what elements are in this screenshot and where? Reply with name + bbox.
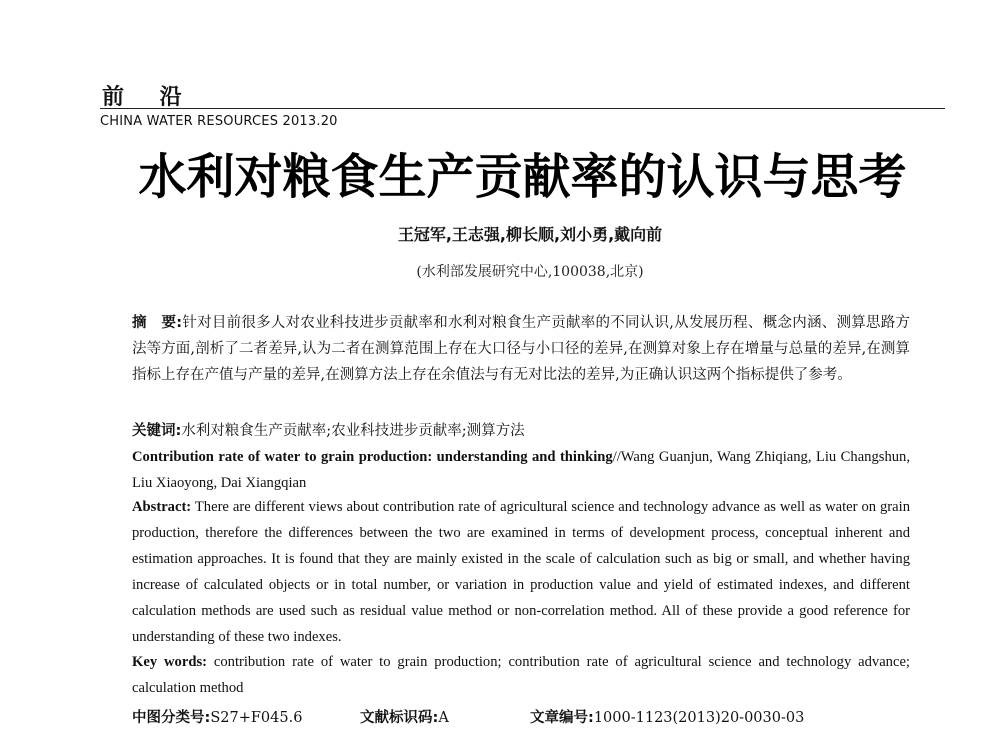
clc-number: [132, 706, 302, 727]
abstract-en-label: Abstract:: [132, 499, 192, 515]
keywords-en: [132, 649, 910, 701]
section-label: 前 沿: [102, 85, 196, 110]
doc-code-label: 文献标识码:: [360, 710, 439, 726]
abstract-cn: [132, 310, 910, 388]
keywords-en-label: Key words:: [132, 654, 207, 670]
abstract-cn-label: 摘 要:: [132, 315, 183, 331]
keywords-cn: [132, 420, 910, 442]
abstract-cn-text: 针对目前很多人对农业科技进步贡献率和水利对粮食生产贡献率的不同认识,从发展历程、概念内涵、测算思路方法等方面,剖析了二者差异,认为二者在测算范围上存在大口径与小口径的差异,在测算对象上存在增量与总量的差异,在测算指标上存在产值与产量的差异,在测算方法上存在余值法与有无对比法的差异,为正确认识这两个指标提供了参考。: [132, 315, 910, 383]
abstract-en: [132, 494, 910, 650]
article-number: [530, 706, 804, 727]
english-title-block: [132, 444, 910, 496]
journal-line: CHINA WATER RESOURCES 2013.20: [100, 114, 338, 129]
affiliation: (水利部发展研究中心,100038,北京): [416, 264, 644, 280]
english-authors: //Wang Guanjun, Wang Zhiqiang, Liu Changshun, Liu Xiaoyong, Dai Xiangqian: [132, 449, 910, 491]
article-number-value: 1000-1123(2013)20-0030-03: [593, 710, 805, 726]
doc-code-value: A: [438, 710, 449, 726]
article-number-label: 文章编号:: [530, 710, 594, 726]
document-code: [360, 706, 449, 727]
keywords-cn-label: 关键词:: [132, 423, 182, 439]
clc-value: S27+F045.6: [210, 710, 303, 726]
abstract-en-text: There are different views about contribution rate of agricultural science and technology advance as well as water on grain production, therefore the differences between the two are examined in terms of development process, conceptual inherent and estimation approaches. It is found that they are mainly existed in the scale of calculation such as big or small, and whether having increase of calculated objects or in total number, or variation in production value and yield of estimated indexes, and different calculation methods are used such as residual value method or non-correlation method. All of these provide a good reference for understanding of these two indexes.: [132, 499, 911, 645]
clc-label: 中图分类号:: [132, 710, 211, 726]
header-rule: [100, 108, 945, 109]
keywords-en-text: contribution rate of water to grain production; contribution rate of agricultural science and technology advance; calculation method: [132, 654, 910, 696]
keywords-cn-text: 水利对粮食生产贡献率;农业科技进步贡献率;测算方法: [181, 423, 525, 439]
english-title: Contribution rate of water to grain production: understanding and thinking: [132, 449, 613, 465]
authors: 王冠军,王志强,柳长顺,刘小勇,戴向前: [397, 225, 663, 244]
article-title: 水利对粮食生产贡献率的认识与思考: [138, 149, 907, 205]
